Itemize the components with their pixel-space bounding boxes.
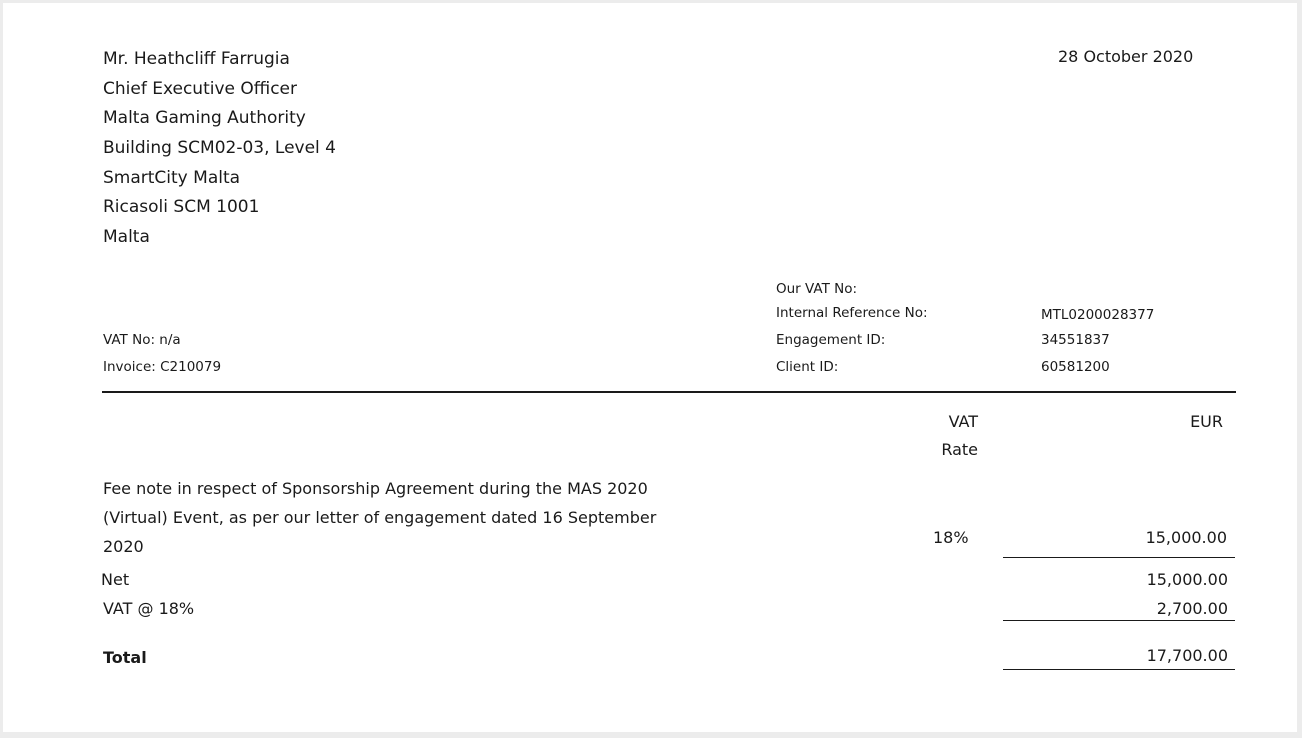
total-amount-underline xyxy=(1003,669,1235,670)
engagement-id-label: Engagement ID: xyxy=(776,332,886,348)
vat-amount: 2,700.00 xyxy=(1156,599,1228,618)
client-id-value: 60581200 xyxy=(1041,359,1110,375)
internal-ref-value: MTL0200028377 xyxy=(1041,307,1155,323)
description-line-3: 2020 xyxy=(103,537,144,556)
recipient-address-block xyxy=(103,45,336,253)
engagement-id-value: 34551837 xyxy=(1041,332,1110,348)
header-divider xyxy=(102,391,1236,393)
total-amount: 17,700.00 xyxy=(1146,646,1228,665)
vat-header-line2: Rate xyxy=(941,440,978,459)
invoice-page xyxy=(3,3,1297,732)
recipient-country: Malta xyxy=(103,227,150,248)
internal-ref-label: Internal Reference No: xyxy=(776,305,928,321)
line-amount: 15,000.00 xyxy=(1145,528,1227,547)
recipient-building: Building SCM02-03, Level 4 xyxy=(103,138,336,159)
vat-amount-underline xyxy=(1003,620,1235,621)
description-line-2: (Virtual) Event, as per our letter of engagement dated 16 September xyxy=(103,508,657,527)
currency-header: EUR xyxy=(1190,412,1223,431)
our-vat-label: Our VAT No: xyxy=(776,281,858,297)
recipient-area: SmartCity Malta xyxy=(103,167,241,188)
recipient-organisation: Malta Gaming Authority xyxy=(103,108,306,129)
vat-rate-value: 18% xyxy=(933,528,969,547)
recipient-locality: Ricasoli SCM 1001 xyxy=(103,197,260,218)
invoice-date: 28 October 2020 xyxy=(1058,47,1194,66)
total-label: Total xyxy=(103,648,147,667)
line-amount-underline xyxy=(1003,557,1235,558)
vat-label: VAT @ 18% xyxy=(103,599,195,618)
vat-no-text: VAT No: n/a xyxy=(103,332,181,348)
recipient-title: Chief Executive Officer xyxy=(103,78,297,99)
net-label: Net xyxy=(101,570,130,589)
net-amount: 15,000.00 xyxy=(1146,570,1228,589)
vat-header-line1: VAT xyxy=(948,412,978,431)
recipient-name: Mr. Heathcliff Farrugia xyxy=(103,49,290,69)
invoice-number-text: Invoice: C210079 xyxy=(103,359,222,375)
client-id-label: Client ID: xyxy=(776,359,839,375)
description-line-1: Fee note in respect of Sponsorship Agreement during the MAS 2020 xyxy=(103,479,648,498)
